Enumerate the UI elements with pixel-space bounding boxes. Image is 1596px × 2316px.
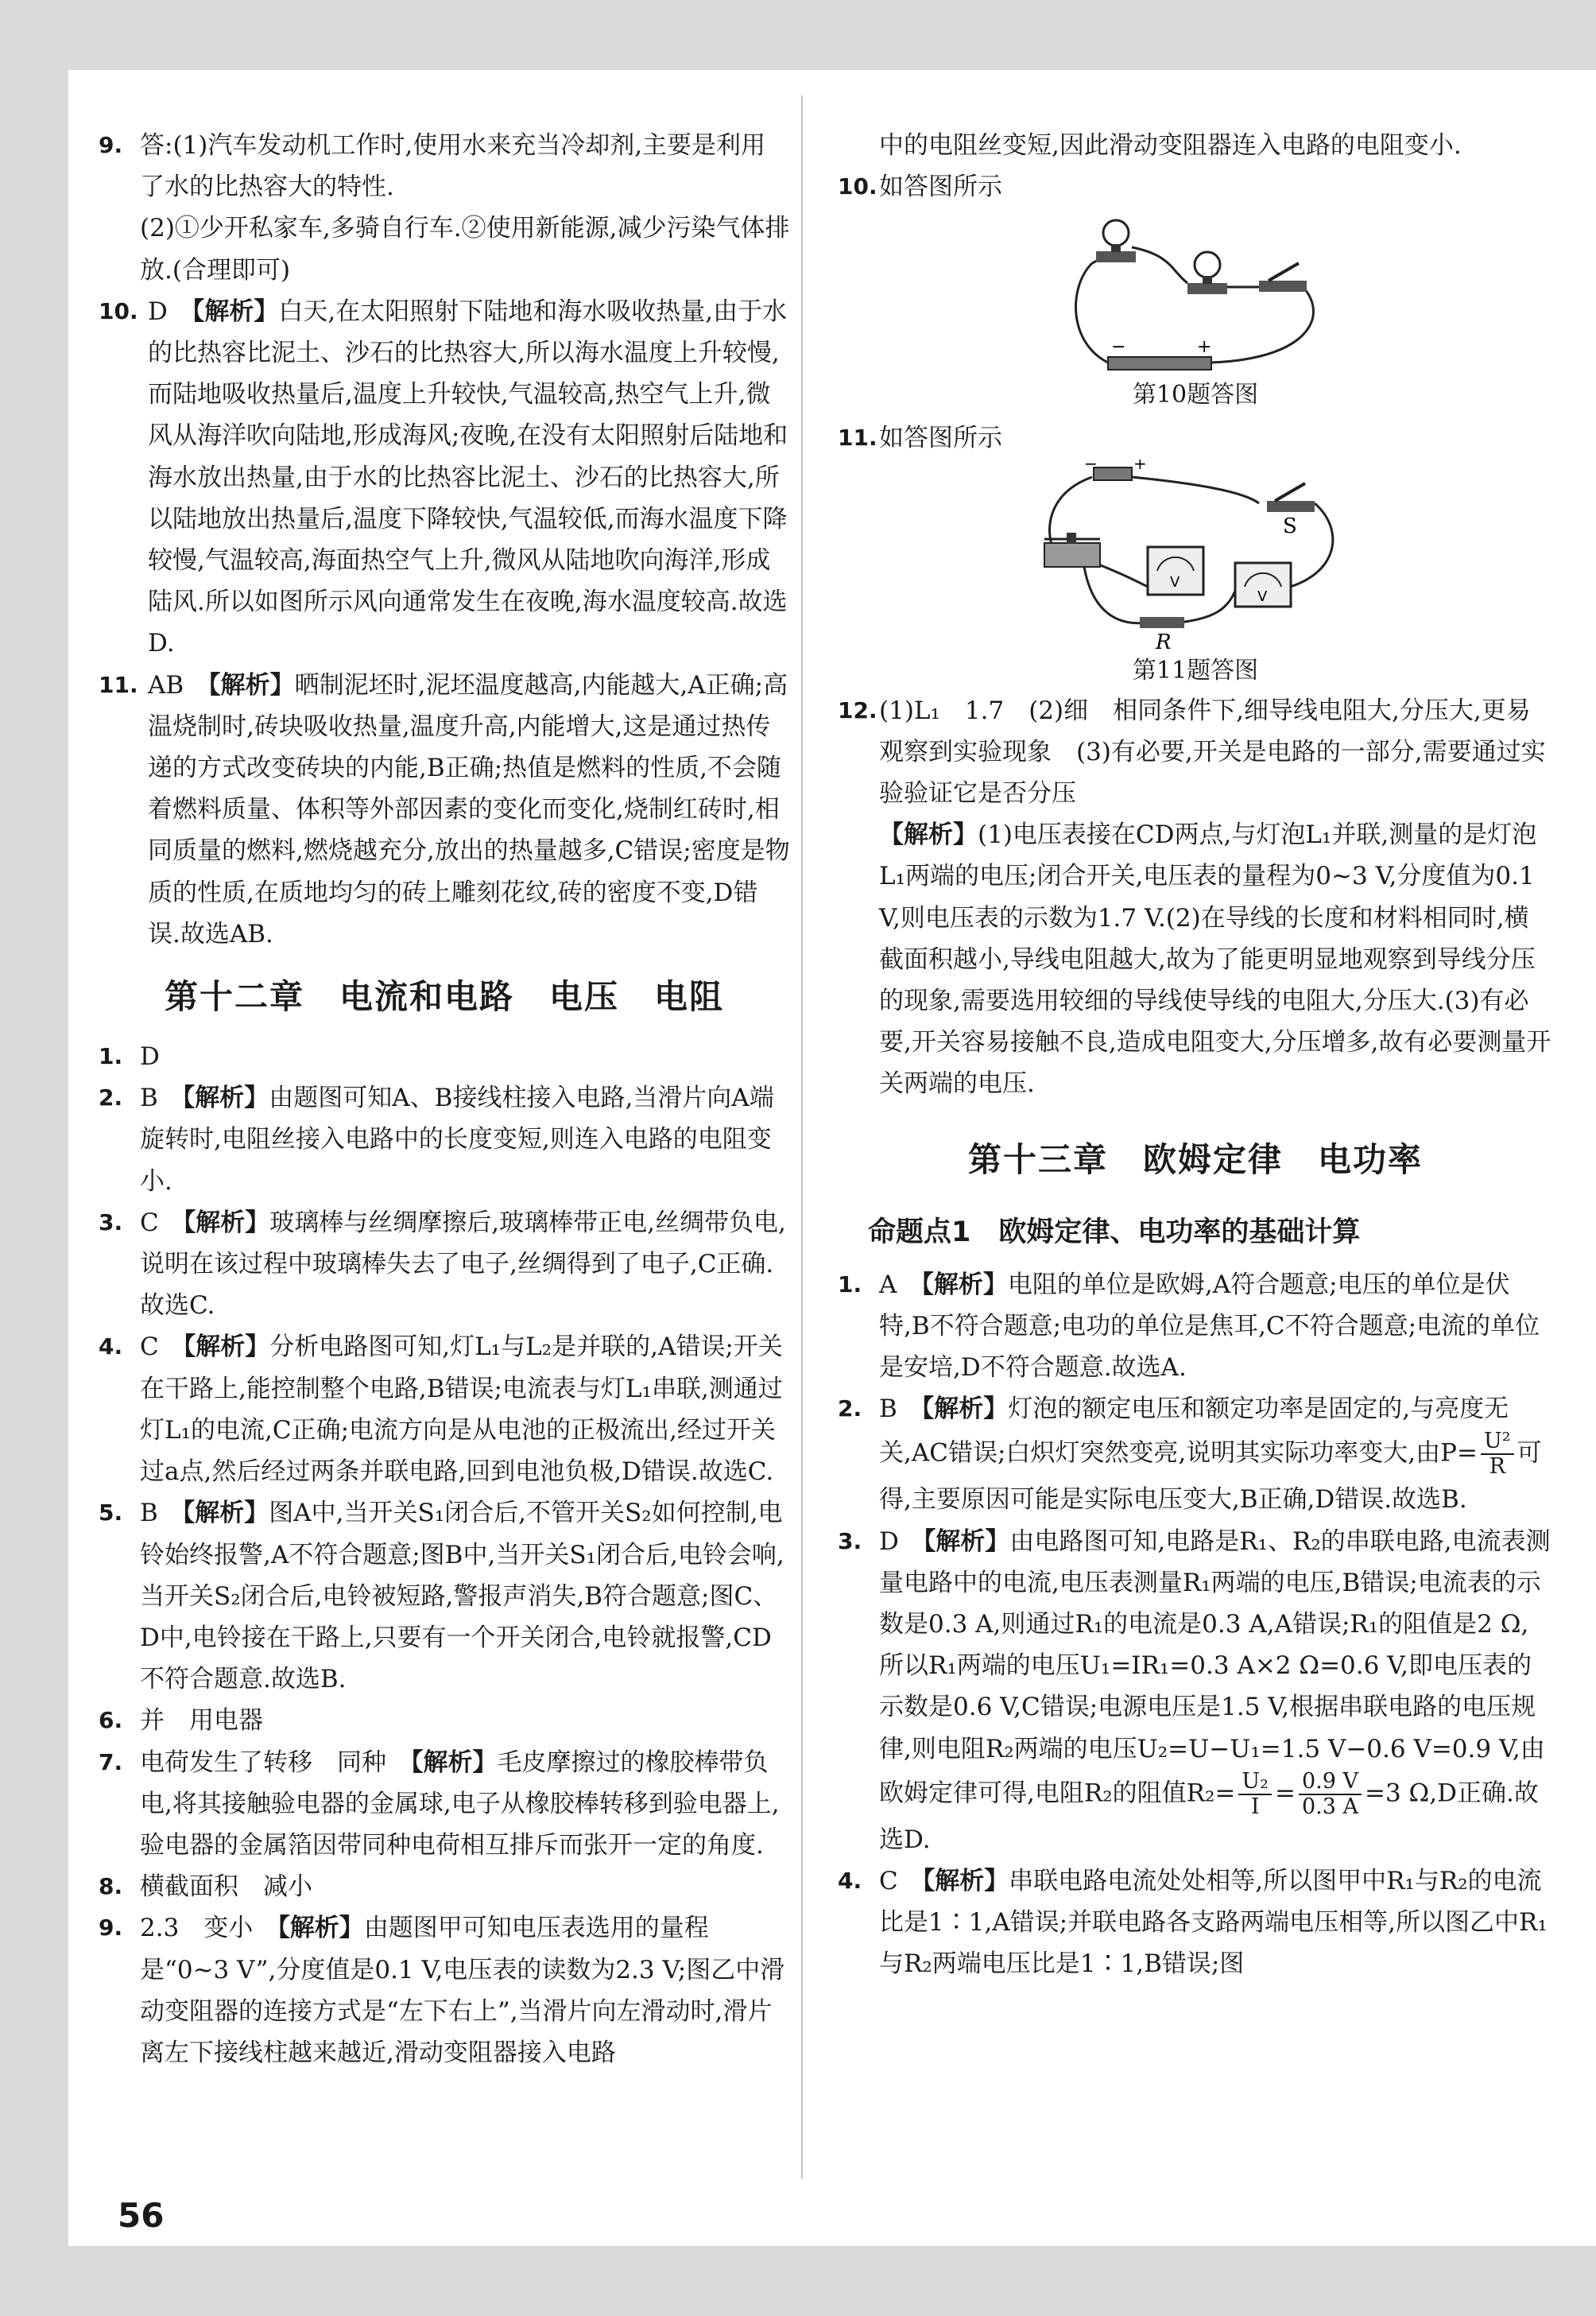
answer-choice: 2.3 变小 <box>140 1914 254 1943</box>
right-column <box>838 70 1553 1985</box>
item-number: 4. <box>838 1868 862 1895</box>
answer-text: (1)L₁ 1.7 (2)细 相同条件下,细导线电阻大,分压大,更易观察到实验现象 (3)有必要,开关是电路的一部分,需要通过实验验证它是否分压 <box>879 696 1546 809</box>
answer-item <box>99 1742 790 1867</box>
answer-choice: AB <box>148 670 184 700</box>
item-number: 1. <box>99 1043 123 1070</box>
item-number: 7. <box>99 1748 123 1775</box>
bulb-icon <box>1096 220 1136 262</box>
answer-choice: C <box>140 1333 159 1362</box>
answer-item <box>99 1866 790 1907</box>
analysis-label: 【解析】 <box>921 1395 1009 1424</box>
answer-choice: C <box>140 1208 159 1237</box>
svg-text:−: − <box>1084 459 1098 473</box>
answer-item <box>99 1202 790 1327</box>
circuit-figure-11 <box>1036 460 1354 650</box>
answer-text: (2)①少开私家车,多骑自行车.②使用新能源,减少污染气体排放.(合理即可) <box>140 214 790 285</box>
answer-item <box>99 1907 790 2074</box>
svg-text:+: + <box>1133 459 1147 473</box>
voltmeter-icon <box>1148 547 1203 595</box>
analysis-label: 【解析】 <box>921 1270 1008 1299</box>
answer-item <box>99 291 790 665</box>
svg-text:V: V <box>1257 588 1268 605</box>
analysis-text: 晒制泥坯时,泥坯温度越高,内能越大,A正确;高温烧制时,砖块吸收热量,温度升高,内能增大,这是通过热传递的方式改变砖块的内能,B正确;热值是燃料的性质,不会随着燃料质量、体积等外部因素的变化而变化,烧制红砖时,相同质量的燃料,燃烧越充分,放出的热量越多,C错误;密度是物质的性质,在质地均匀的砖上雕刻花纹,砖的密度不变,D错误.故选AB. <box>148 670 790 949</box>
item-number: 2. <box>99 1084 123 1111</box>
analysis-label: 【解析】 <box>277 1914 364 1943</box>
analysis-label: 【解析】 <box>923 1527 1010 1556</box>
answer-item <box>838 417 1553 459</box>
analysis-label: 【解析】 <box>183 1333 270 1362</box>
bulb-icon <box>1187 252 1227 294</box>
answer-item <box>838 1521 1553 1860</box>
answer-choice: B <box>140 1084 158 1113</box>
left-column <box>99 70 790 2074</box>
answer-text: 如答图所示 <box>879 173 1002 202</box>
fraction-denominator: 0.3 A <box>1301 1794 1358 1819</box>
chapter-title: 第十二章 电流和电路 电压 电阻 <box>164 977 724 1017</box>
resistor-icon <box>1140 617 1184 628</box>
answer-item <box>99 125 790 291</box>
fraction-denominator: R <box>1489 1454 1505 1480</box>
answer-text: 答:(1)汽车发动机工作时,使用水来充当冷却剂,主要是利用了水的比热容大的特性. <box>140 131 766 202</box>
answer-item <box>838 1264 1553 1389</box>
analysis-text: 玻璃棒与丝绸摩擦后,玻璃棒带正电,丝绸带负电,说明在该过程中玻璃棒失去了电子,丝绸得到了电子,C正确.故选C. <box>140 1208 786 1321</box>
fraction-numerator: U₂ <box>1238 1770 1272 1795</box>
answer-text: 如答图所示 <box>879 424 1002 453</box>
item-number: 11. <box>838 425 877 452</box>
analysis-text: 由题图甲可知电压表选用的量程是“0~3 V”,分度值是0.1 V,电压表的读数为2.3 V;图乙中滑动变阻器的连接方式是“左下右上”,当滑片向左滑动时,滑片离左下接线柱越来越近,滑动变阻器接入电路 <box>140 1914 785 2067</box>
svg-text:−: − <box>1111 337 1126 358</box>
section-title: 命题点1 欧姆定律、电功率的基础计算 <box>868 1216 1361 1248</box>
answer-item <box>838 1388 1553 1520</box>
item-number: 9. <box>99 1914 123 1942</box>
analysis-label: 【解析】 <box>208 670 295 700</box>
item-number: 4. <box>99 1333 123 1360</box>
wire <box>1132 247 1187 283</box>
analysis-text: 由题图可知A、B接线柱接入电路,当滑片向A端旋转时,电阻丝接入电路中的长度变短,则连入电路的电阻变小. <box>140 1084 774 1196</box>
item-number: 11. <box>99 671 138 698</box>
switch-label: S <box>1283 514 1297 538</box>
svg-text:V: V <box>1170 573 1180 591</box>
analysis-text: 串联电路电流处处相等,所以图甲中R₁与R₂的电流比是1∶1,A错误;并联电路各支路两端电压相等,所以图乙中R₁与R₂两端电压比是1∶1,B错误;图 <box>879 1867 1548 1979</box>
column-divider <box>801 95 803 2178</box>
analysis-label: 【解析】 <box>879 820 978 850</box>
answer-item <box>99 1077 790 1202</box>
answer-choice: D <box>140 1042 160 1072</box>
answer-choice: D <box>148 297 168 326</box>
analysis-label: 【解析】 <box>183 1208 270 1237</box>
item-number: 2. <box>838 1395 862 1422</box>
switch-icon <box>1259 263 1307 292</box>
answer-continuation <box>838 125 1553 166</box>
item-number: 3. <box>99 1208 123 1236</box>
answer-choice: D <box>879 1527 899 1556</box>
answer-item <box>838 166 1553 208</box>
answer-choice: B <box>879 1395 897 1424</box>
answer-choice: 横截面积 减小 <box>140 1872 312 1902</box>
answer-item <box>838 1860 1553 1985</box>
wire <box>1084 567 1148 623</box>
analysis-text: 图A中,当开关S₁闭合后,不管开关S₂如何控制,电铃始终报警,A不符合题意;图B中,当开关S₁闭合后,电铃会响,当开关S₂闭合后,电铃被短路,警报声消失,B符合题意;图C、D中,电铃接在干路上,只要有一个开关闭合,电铃就报警,CD不符合题意.故选B. <box>140 1499 784 1694</box>
equals-sign: = <box>1274 1779 1296 1808</box>
fraction-numerator: U² <box>1481 1430 1514 1455</box>
answer-item <box>99 1700 790 1741</box>
figure-caption: 第11题答图 <box>1132 656 1259 685</box>
answer-item <box>838 690 1553 1105</box>
item-number: 10. <box>838 173 877 200</box>
resistor-label: R <box>1156 630 1172 650</box>
fraction-denominator: I <box>1250 1794 1260 1819</box>
item-number: 6. <box>99 1707 123 1734</box>
wire <box>1132 477 1259 503</box>
answer-choice: C <box>879 1867 898 1896</box>
analysis-label: 【解析】 <box>182 1499 269 1528</box>
circuit-figure-10 <box>1060 208 1331 374</box>
chapter-title: 第十三章 欧姆定律 电功率 <box>967 1139 1423 1179</box>
answer-text: 中的电阻丝变短,因此滑动变阻器连入电路的电阻变小. <box>879 131 1462 160</box>
analysis-text: 灯泡的额定电压和额定功率是固定的,与亮度无关,AC错误;白炽灯突然变亮,说明其实际功率变大,由P= <box>879 1395 1509 1468</box>
svg-text:+: + <box>1197 337 1212 358</box>
page-number: 56 <box>118 2196 165 2235</box>
answer-choice: B <box>140 1499 158 1528</box>
analysis-label: 【解析】 <box>192 297 279 326</box>
answer-item <box>99 1326 790 1492</box>
analysis-text: 由电路图可知,电路是R₁、R₂的串联电路,电流表测量电路中的电流,电压表测量R₁两端的电压,B错误;电流表的示数是0.3 A,则通过R₁的电流是0.3 A,A错误;R₁的阻值是2 Ω,所以R₁两端的电压U₁=IR₁=0.3 A×2 Ω=0.6 V,即电压表的示数是0.6 V,C错误;电源电压是1.5 V,根据串联电路的电压规律,则电阻R₂两端的电压U₂=U−U₁=1.5 V−0.6 V=0.9 V,由欧姆定律可得,电阻R₂的阻值R₂= <box>879 1527 1551 1808</box>
ammeter-icon <box>1235 563 1291 607</box>
fraction <box>1238 1770 1272 1819</box>
fraction-numerator: 0.9 V <box>1299 1770 1362 1795</box>
fraction <box>1481 1430 1514 1479</box>
analysis-text: (1)电压表接在CD两点,与灯泡L₁并联,测量的是灯泡L₁两端的电压;闭合开关,电压表的量程为0~3 V,分度值为0.1 V,则电压表的示数为1.7 V.(2)在导线的长度和材料相同时,横截面积越小,导线电阻越大,故为了能更明显地观察到导线分压的现象,需要选用较细的导线使导线的电阻大,分压大.(3)有必要,开关容易接触不良,造成电阻变大,分压增多,故有必要测量开关两端的电压. <box>879 820 1551 1099</box>
answer-choice: 电荷发生了转移 同种 <box>140 1748 386 1777</box>
switch-icon <box>1267 483 1315 512</box>
analysis-text: 分析电路图可知,灯L₁与L₂是并联的,A错误;开关在干路上,能控制整个电路,B错误;电流表与灯L₁串联,测通过灯L₁的电流,C正确;电流方向是从电池的正极流出,经过开关过a点,然后经过两条并联电路,回到电池负极,D错误.故选C. <box>140 1333 783 1487</box>
analysis-text: 电阻的单位是欧姆,A符合题意;电压的单位是伏特,B不符合题意;电功的单位是焦耳,C不符合题意;电流的单位是安培,D不符合题意.故选A. <box>879 1270 1540 1383</box>
item-number: 12. <box>838 696 877 724</box>
analysis-label: 【解析】 <box>182 1084 269 1113</box>
analysis-label: 【解析】 <box>411 1748 498 1777</box>
wire <box>1076 263 1108 363</box>
answer-item <box>99 1036 790 1077</box>
analysis-text: 白天,在太阳照射下陆地和海水吸收热量,由于水的比热容比泥土、沙石的比热容大,所以海水温度上升较慢,而陆地吸收热量后,温度上升较快,气温较高,热空气上升,微风从海洋吹向陆地,形成海风;夜晚,在没有太阳照射后陆地和海水放出热量,由于水的比热容比泥土、沙石的比热容大,所以陆地放出热量后,温度下降较快,气温较低,而海水温度下降较慢,气温较高,海面热空气上升,微风从陆地吹向海洋,形成陆风.所以如图所示风向通常发生在夜晚,海水温度较高.故选D. <box>148 297 788 658</box>
page-sheet <box>68 70 1596 2246</box>
battery-icon <box>1108 337 1211 370</box>
answer-item <box>99 1492 790 1700</box>
item-number: 5. <box>99 1499 123 1527</box>
item-number: 10. <box>99 297 138 324</box>
analysis-text: 毛皮摩擦过的橡胶棒带负电,将其接触验电器的金属球,电子从橡胶棒转移到验电器上,验电器的金属箔因带同种电荷相互排斥而张开一定的角度. <box>140 1748 780 1860</box>
answer-item <box>99 665 790 955</box>
item-number: 9. <box>99 132 123 158</box>
fraction <box>1299 1770 1362 1819</box>
figure-caption: 第10题答图 <box>1132 381 1259 409</box>
answer-choice: 并 用电器 <box>140 1706 263 1736</box>
item-number: 8. <box>99 1873 123 1900</box>
analysis-text: 可得,主要原因可能是实际电压变大,B正确,D错误.故选B. <box>879 1438 1542 1515</box>
analysis-label: 【解析】 <box>922 1867 1009 1896</box>
rheostat-icon <box>1044 533 1100 567</box>
wire <box>1211 283 1313 363</box>
item-number: 1. <box>838 1271 862 1298</box>
answer-choice: A <box>879 1270 897 1299</box>
analysis-text: =3 Ω,D正确.故选D. <box>879 1779 1539 1854</box>
item-number: 3. <box>838 1527 862 1554</box>
